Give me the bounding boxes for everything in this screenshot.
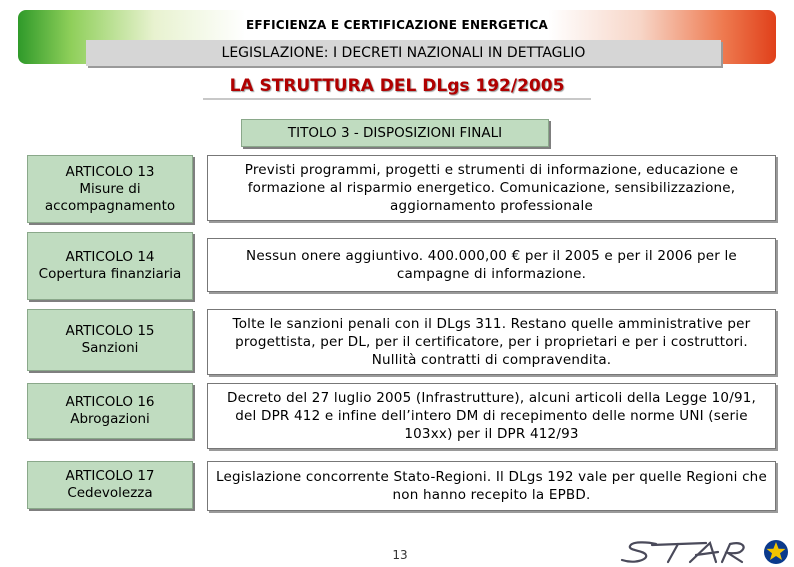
article-number: ARTICOLO 14 bbox=[65, 249, 155, 265]
article-name: Sanzioni bbox=[81, 340, 139, 356]
article-name: Cedevolezza bbox=[67, 485, 153, 501]
article-number: ARTICOLO 13 bbox=[65, 163, 155, 180]
section-title: TITOLO 3 - DISPOSIZIONI FINALI bbox=[241, 119, 549, 147]
article-description-13: Previsti programmi, progetti e strumenti di informazione, educazione e formazione al risparmio energetico. Comunicazione, sensibilizzazione, aggiornamento professionale bbox=[207, 155, 776, 221]
article-name: Abrogazioni bbox=[70, 411, 150, 427]
header-title: EFFICIENZA E CERTIFICAZIONE ENERGETICA bbox=[245, 18, 549, 32]
article-description-16: Decreto del 27 luglio 2005 (Infrastrutture), alcuni articoli della Legge 10/91, del DPR 412 e infine dell’intero DM di recepimento delle norme UNI (serie 103xx) per il DPR 412/93 bbox=[207, 383, 776, 449]
page-title: LA STRUTTURA DEL DLgs 192/2005 bbox=[229, 76, 565, 96]
page-number: 13 bbox=[392, 548, 408, 562]
article-label-16 bbox=[27, 383, 193, 439]
article-number: ARTICOLO 15 bbox=[65, 323, 155, 339]
article-number: ARTICOLO 16 bbox=[65, 394, 155, 410]
header-subtitle: LEGISLAZIONE: I DECRETI NAZIONALI IN DETTAGLIO bbox=[86, 40, 721, 66]
title-underline bbox=[203, 98, 591, 100]
article-label-13 bbox=[27, 155, 193, 223]
article-description-14: Nessun onere aggiuntivo. 400.000,00 € per il 2005 e per il 2006 per le campagne di informazione. bbox=[207, 238, 776, 292]
article-description-15: Tolte le sanzioni penali con il DLgs 311. Restano quelle amministrative per progettista, per DL, per il certificatore, per i proprietari e per i costruttori. Nullità contratti di compravendita. bbox=[207, 309, 776, 375]
article-label-14 bbox=[27, 232, 193, 300]
article-number: ARTICOLO 17 bbox=[65, 468, 155, 484]
article-name: Copertura finanziaria bbox=[38, 266, 182, 282]
article-label-15 bbox=[27, 309, 193, 371]
article-description-17: Legislazione concorrente Stato-Regioni. Il DLgs 192 vale per quelle Regioni che non hanno recepito la EPBD. bbox=[207, 461, 776, 511]
article-label-17 bbox=[27, 461, 193, 509]
star-logo-icon bbox=[618, 538, 794, 566]
article-name: Misure di accompagnamento bbox=[44, 180, 176, 214]
